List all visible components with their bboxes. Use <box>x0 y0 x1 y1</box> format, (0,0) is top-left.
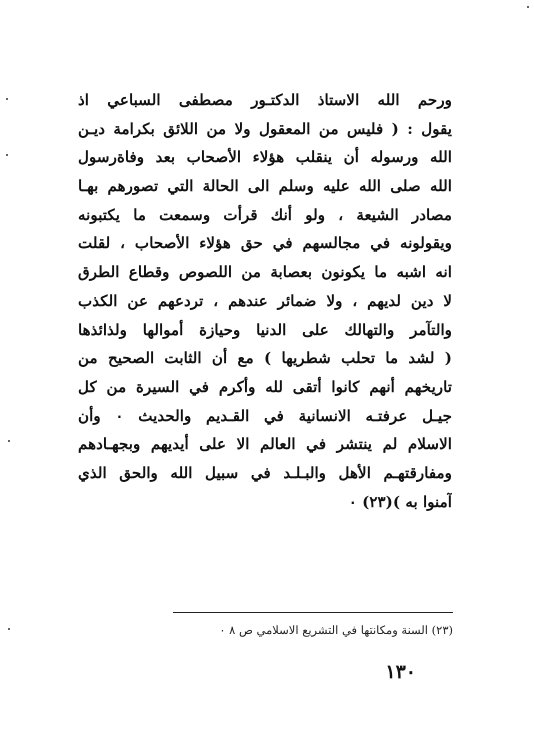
text-line: الاسلام لم ينتشر في العالم الا على أيديهم وبجهـادهم <box>78 435 452 454</box>
text-line: ومفارقتهـم الأهل والبـلـد في سبيل الله والحق الذي <box>78 463 452 482</box>
text-line: الله صلى الله عليه وسلم الى الحالة التي تصورهم بهـا <box>78 177 452 196</box>
text-line: جيـل عرفتـه الانسانية في القـديم والحديث ٠ وأن <box>78 406 452 425</box>
text-line: الله ورسوله أن ينقلب هؤلاء الأصحاب بعد وفاةرسول <box>78 148 452 167</box>
scan-speck <box>527 6 529 8</box>
text-line: والتآمر والتهالك على الدنيا وحيازة أموالها ولذائذها <box>78 320 452 339</box>
text-line: آمنوا به )(٢٣) ٠ <box>348 492 452 511</box>
text-line: يقول : ( فليس من المعقول ولا من اللائق بكرامة ديـن <box>78 119 452 138</box>
footnote: (٢٣) السنة ومكانتها في التشريع الاسلامي ص ٨ ٠ <box>219 623 453 637</box>
text-line: لا دين لديهم ، ولا ضمائر عندهم ، تردعهم عن الكذب <box>78 291 452 310</box>
text-line: تاريخهم أنهم كانوا أتقى لله وأكرم في السيرة من كل <box>78 377 452 396</box>
footnote-divider <box>173 612 453 613</box>
main-paragraph <box>78 86 452 516</box>
scan-speck <box>6 98 8 100</box>
page-number: ١٣٠ <box>385 661 416 683</box>
scan-speck <box>8 628 10 630</box>
scan-speck <box>8 440 10 442</box>
scan-speck <box>6 154 8 156</box>
text-line: ويقولونه في مجالسهم في حق هؤلاء الأصحاب ، لقلت <box>78 234 452 253</box>
text-line: انه اشبه ما يكونون بعصابة من اللصوص وقطاع الطرق <box>78 263 452 282</box>
text-line: ( لشد ما تحلب شطريها ) مع أن الثابت الصحيح من <box>78 349 452 368</box>
text-line: ورحم الله الاستاذ الدكتـور مصطفى السباعي اذ <box>78 91 452 109</box>
text-line: مصادر الشيعة ، ولو أنك قرأت وسمعت ما يكتبونه <box>78 205 452 224</box>
